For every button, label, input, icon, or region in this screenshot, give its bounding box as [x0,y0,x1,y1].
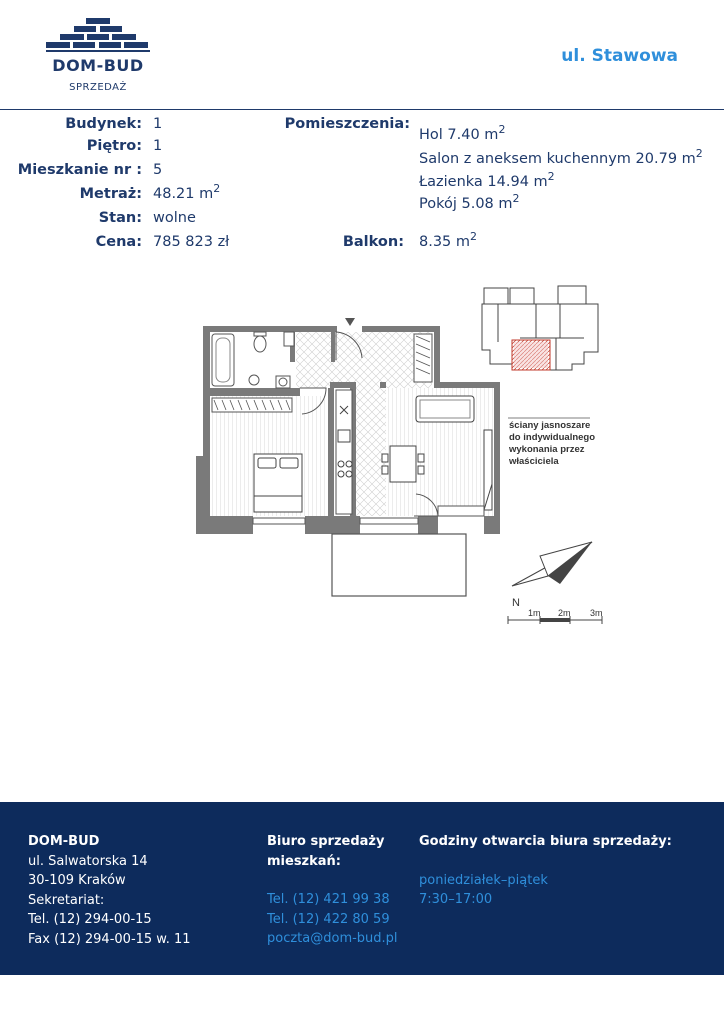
note-line-4: właściciela [509,456,559,467]
company-fax: Fax (12) 294-00-15 w. 11 [28,931,191,947]
scale-1m: 1m [528,608,541,618]
apartment-value: 5 [153,162,163,178]
floor-label: Piętro: [86,138,142,154]
street-title: ul. Stawowa [561,46,678,66]
room-hol: Hol 7.40 $m^2$ [419,123,506,143]
hours-days: poniedziałek–piątek [419,872,548,888]
price-label: Cena: [95,234,142,250]
office-title-1: Biuro sprzedaży [267,834,385,849]
note-line-3: wykonania przez [509,444,585,455]
note-line-1: ściany jasnoszare [509,420,591,431]
hours-title: Godziny otwarcia biura sprzedaży: [419,834,672,849]
sales-office [267,832,398,949]
north-label: N [512,597,520,609]
office-title-2: mieszkań: [267,853,341,869]
status-label: Stan: [98,210,142,226]
logo-name: DOM-BUD [52,56,144,75]
logo[interactable] [44,16,152,96]
building-label: Budynek: [65,116,142,132]
logo-subtitle: SPRZEDAŻ [69,82,127,93]
balcony-value: 8.35 $m^2$ [419,230,478,250]
room-bedroom: Pokój 5.08 $m^2$ [419,192,520,212]
company-contact [28,832,191,949]
scale-bar [508,616,602,624]
floor-value: 1 [153,138,163,154]
company-tel[interactable]: Tel. (12) 294-00-15 [28,912,152,927]
area-label: Metraż: [79,186,142,202]
hours-time: 7:30–17:00 [419,892,493,907]
footer [0,802,724,975]
office-email-link[interactable]: poczta@dom-bud.pl [267,931,398,946]
status-value: wolne [153,210,196,226]
brick-logo-icon [44,16,152,56]
price-value: 785 823 zł [153,234,230,250]
apartment-details [0,112,724,262]
balcony-label: Balkon: [342,234,404,250]
floor-plan-drawing [0,280,724,640]
opening-hours [419,832,672,910]
secretariat-label: Sekretariat: [28,892,105,908]
rooms-label: Pomieszczenia: [284,116,410,132]
header [0,0,724,110]
room-bathroom: Łazienka 14.94 $m^2$ [419,170,555,190]
room-salon: Salon z aneksem kuchennym 20.79 $m^2$ [419,147,703,167]
office-tel-1[interactable]: Tel. (12) 421 99 38 [267,892,390,907]
company-street: ul. Salwatorska 14 [28,853,148,869]
building-value: 1 [153,116,163,132]
office-tel-2[interactable]: Tel. (12) 422 80 59 [267,911,390,927]
scale-2m: 2m [558,608,571,618]
company-name: DOM-BUD [28,834,100,849]
note-line-2: do indywidualnego [509,432,596,443]
floor-plan [0,280,724,640]
apartment-label: Mieszkanie nr : [17,162,142,178]
area-value: 48.21 $m^2$ [153,182,221,202]
company-city: 30-109 Kraków [28,873,126,888]
north-arrow-icon [512,542,592,586]
scale-3m: 3m [590,608,603,618]
